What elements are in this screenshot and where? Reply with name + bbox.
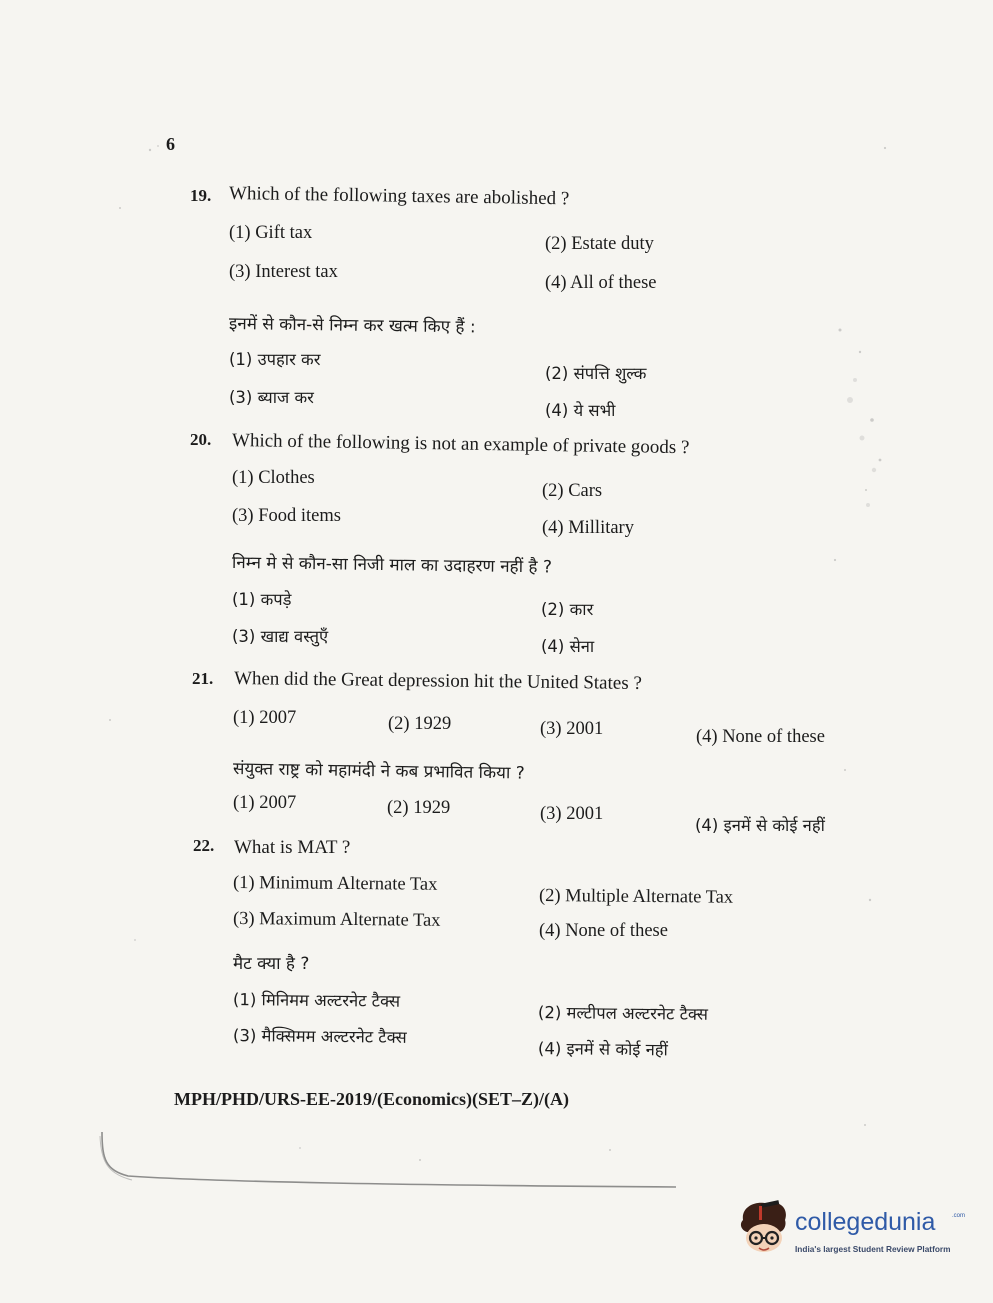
- option-4-en: (4) None of these: [696, 727, 825, 747]
- option-1-en: (1) 2007: [233, 708, 297, 728]
- option-1-hi: (1) 2007: [233, 793, 297, 813]
- question-text-hi: इनमें से कौन-से निम्न कर खत्म किए हैं :: [228, 314, 476, 338]
- option-3-hi: (3) ब्याज कर: [229, 388, 314, 407]
- option-3-en: (3) Food items: [232, 506, 341, 526]
- brand-domain: .com: [952, 1213, 966, 1219]
- page-edge-line: [98, 1130, 678, 1194]
- question-text-en: When did the Great depression hit the United States ?: [233, 668, 642, 694]
- option-3-hi: (3) मैक्सिमम अल्टरनेट टैक्स: [232, 1026, 407, 1047]
- mascot-icon: [735, 1198, 793, 1258]
- question-text-en: Which of the following taxes are abolished ?: [228, 183, 570, 210]
- option-3-en: (3) 2001: [540, 719, 604, 739]
- option-3-hi: (3) खाद्य वस्तुएँ: [232, 627, 329, 646]
- option-4-en: (4) All of these: [545, 273, 657, 293]
- question-number: 22.: [193, 836, 215, 855]
- option-4-en: (4) Millitary: [542, 518, 634, 538]
- question-text-hi: मैट क्या है ?: [233, 954, 310, 974]
- question-text-hi: निम्न मे से कौन-सा निजी माल का उदाहरण नहीं है ?: [231, 553, 553, 578]
- option-2-hi: (2) मल्टीपल अल्टरनेट टैक्स: [537, 1003, 709, 1024]
- option-1-en: (1) Minimum Alternate Tax: [232, 873, 438, 895]
- question-text-en: Which of the following is not an example of private goods ?: [231, 430, 690, 459]
- question-number: 21.: [192, 669, 214, 688]
- option-2-en: (2) Cars: [542, 481, 603, 501]
- question-text-hi: संयुक्त राष्ट्र को महामंदी ने कब प्रभावित किया ?: [232, 759, 525, 784]
- option-4-hi: (4) सेना: [541, 637, 595, 656]
- brand-tagline: India's largest Student Review Platform: [795, 1244, 951, 1254]
- paper-code-footer: MPH/PHD/URS-EE-2019/(Economics)(SET–Z)/(A): [174, 1089, 569, 1109]
- option-2-hi: (2) संपत्ति शुल्क: [545, 364, 647, 383]
- question-number: 19.: [190, 186, 212, 205]
- question-text-en: What is MAT ?: [234, 837, 351, 858]
- option-4-hi: (4) इनमें से कोई नहीं: [695, 816, 825, 835]
- brand-name: collegedunia: [795, 1208, 936, 1236]
- option-1-hi: (1) उपहार कर: [229, 350, 321, 369]
- option-1-en: (1) Gift tax: [229, 223, 313, 243]
- option-2-en: (2) Multiple Alternate Tax: [538, 886, 734, 908]
- option-4-en: (4) None of these: [539, 921, 668, 941]
- option-3-en: (3) Maximum Alternate Tax: [232, 909, 441, 931]
- option-2-hi: (2) कार: [541, 600, 594, 619]
- option-4-hi: (4) ये सभी: [545, 401, 616, 420]
- collegedunia-logo: [735, 1198, 965, 1260]
- option-3-en: (3) Interest tax: [229, 262, 338, 282]
- option-1-en: (1) Clothes: [232, 468, 315, 488]
- page-number: 6: [166, 134, 175, 154]
- question-number: 20.: [190, 430, 212, 449]
- option-3-hi: (3) 2001: [540, 804, 604, 824]
- option-4-hi: (4) इनमें से कोई नहीं: [537, 1039, 668, 1060]
- option-2-hi: (2) 1929: [387, 798, 451, 818]
- option-1-hi: (1) मिनिमम अल्टरनेट टैक्स: [232, 990, 401, 1011]
- option-1-hi: (1) कपड़े: [232, 590, 292, 609]
- option-2-en: (2) Estate duty: [545, 234, 654, 254]
- option-2-en: (2) 1929: [388, 714, 452, 734]
